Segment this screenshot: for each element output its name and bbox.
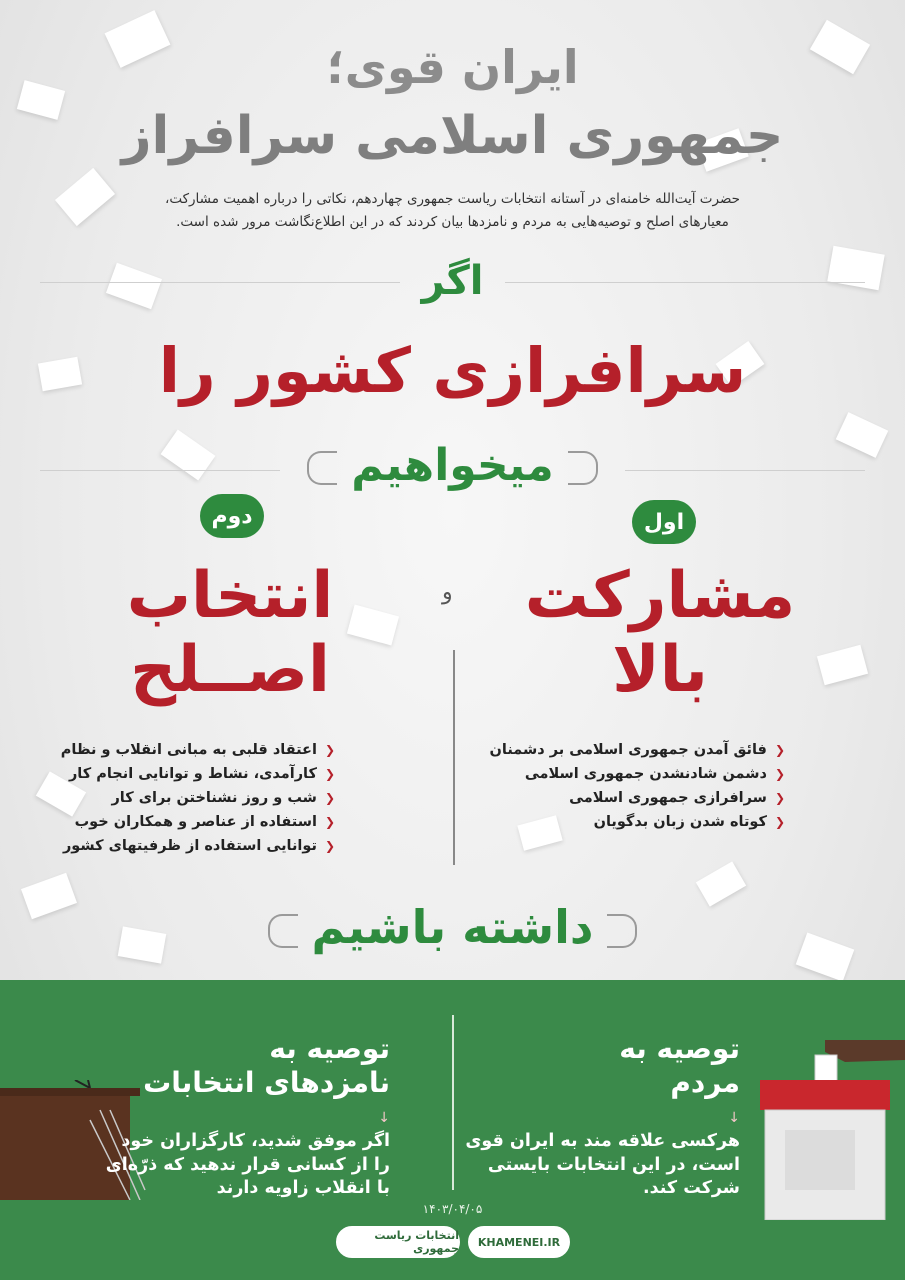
arrow-left-icon: ❮ xyxy=(324,839,335,853)
closing-text-value: داشته باشیم xyxy=(311,900,594,954)
paper-decoration xyxy=(55,168,115,226)
headline-agar: اگر xyxy=(421,258,484,304)
rec-candidates-title xyxy=(143,1032,390,1099)
list-item: ❮استفاده از عناصر و همکاران خوب xyxy=(74,814,335,830)
left-column-list xyxy=(61,738,335,858)
rec-candidates-text-line-3: با انقلاب زاویه دارند xyxy=(216,1178,390,1199)
recommendations-divider xyxy=(452,1015,454,1190)
intro-line-1: حضرت آیت‌الله خامنه‌ای در آستانه انتخابات ریاست جمهوری چهاردهم، نکاتی را درباره اهمیت مشارکت، xyxy=(164,191,741,207)
rec-candidates-title-line-1: توصیه به xyxy=(269,1032,390,1065)
list-item: ❮فائق آمدن جمهوری اسلامی بر دشمنان xyxy=(489,742,785,758)
list-item: ❮توانایی استفاده از ظرفیتهای کشور xyxy=(62,838,335,854)
rec-people-title-line-2: مردم xyxy=(670,1065,740,1099)
rec-people-text-line-2: است، در این انتخابات بایستی xyxy=(487,1154,740,1175)
arrow-left-icon: ❮ xyxy=(774,767,785,781)
rec-people-text-line-3: شرکت کند. xyxy=(643,1178,740,1199)
ballot-box-illustration xyxy=(755,1040,905,1220)
left-title-line-2: اصــلح xyxy=(130,632,330,707)
headline-main: سرافرازی کشور را xyxy=(158,334,747,407)
list-item: ❮دشمن شادنشدن جمهوری اسلامی xyxy=(524,766,785,782)
column-divider xyxy=(453,650,455,865)
date-stamp: ۱۴۰۳/۰۴/۰۵ xyxy=(422,1202,483,1216)
arrow-left-icon: ❮ xyxy=(774,743,785,757)
headline-mikhahim-text: میخواهیم xyxy=(351,440,554,491)
arrow-left-icon: ❮ xyxy=(774,815,785,829)
closing-text xyxy=(0,900,905,954)
list-item: ❮شب و روز نشناختن برای کار xyxy=(111,790,335,806)
logo-elections xyxy=(336,1226,460,1258)
intro-text xyxy=(150,188,755,234)
list-item: ❮کوتاه شدن زبان بدگویان xyxy=(593,814,785,830)
arrow-left-icon: ❮ xyxy=(324,767,335,781)
arrow-left-icon: ❮ xyxy=(324,815,335,829)
badge-first: اول xyxy=(632,500,696,544)
headline-mikhahim xyxy=(0,440,905,491)
left-title-line-1: انتخاب xyxy=(126,559,334,633)
intro-line-2: معیارهای اصلح و توصیه‌هایی به مردم و نامزدها بیان کردند که در این اطلاع‌نگاشت مرور شده است. xyxy=(176,213,729,230)
rec-people-title-line-1: توصیه به xyxy=(619,1032,740,1065)
right-title-line-1: مشارکت xyxy=(524,559,796,633)
bracket-left xyxy=(307,451,337,485)
arrow-left-icon: ❮ xyxy=(324,743,335,757)
paper-decoration xyxy=(817,645,868,686)
rec-candidates-text xyxy=(106,1130,390,1201)
rec-people-text xyxy=(465,1130,740,1201)
rec-people-title xyxy=(619,1032,740,1099)
list-item: ❮سرافرازی جمهوری اسلامی xyxy=(569,790,785,806)
left-column-title xyxy=(80,560,380,707)
logo-elections-text: انتخابات ریاست جمهوری xyxy=(374,1229,459,1255)
right-title-line-2: بالا xyxy=(612,632,708,707)
list-item: ❮اعتقاد قلبی به مبانی انقلاب و نظام xyxy=(60,742,335,758)
right-column-list xyxy=(490,738,785,834)
right-column-title xyxy=(500,560,820,707)
arrow-down-icon: ↓ xyxy=(728,1110,740,1126)
title-line-1: ایران قوی؛ xyxy=(326,40,579,94)
conjunction-va: و xyxy=(442,580,453,605)
bracket-right xyxy=(568,451,598,485)
arrow-down-icon: ↓ xyxy=(378,1110,390,1126)
rec-candidates-text-line-2: را از کسانی قرار ندهید که ذرّه‌ای xyxy=(105,1154,390,1175)
logo-khamenei xyxy=(468,1226,570,1258)
logo-khamenei-text: KHAMENEI.IR xyxy=(477,1235,561,1249)
rec-candidates-text-line-1: اگر موفق شدید، کارگزاران خود xyxy=(121,1131,390,1151)
title-line-2: جمهوری اسلامی سرافراز xyxy=(121,106,784,166)
bracket-left xyxy=(268,914,298,948)
list-item: ❮کارآمدی، نشاط و توانایی انجام کار xyxy=(68,766,335,782)
rec-people-text-line-1: هرکسی علاقه مند به ایران قوی xyxy=(465,1131,740,1151)
bracket-right xyxy=(607,914,637,948)
arrow-left-icon: ❮ xyxy=(324,791,335,805)
badge-second: دوم xyxy=(200,494,264,538)
arrow-left-icon: ❮ xyxy=(774,791,785,805)
rec-candidates-title-line-2: نامزدهای انتخابات xyxy=(143,1065,390,1099)
